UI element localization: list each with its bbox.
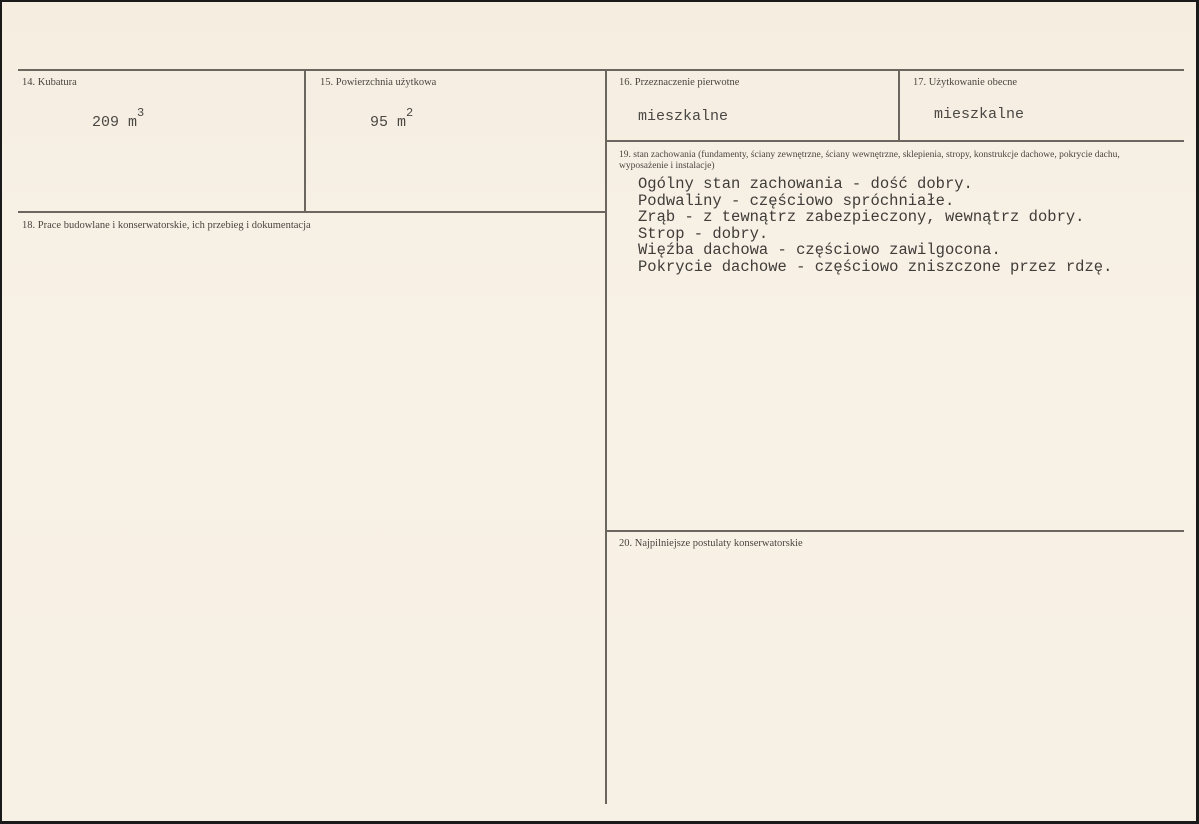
field-14-label: 14. Kubatura <box>22 77 77 88</box>
condition-line: Więźba dachowa - częściowo zawilgocona. <box>638 241 1001 259</box>
scan-edge-left <box>0 0 2 824</box>
field-17-label: 17. Użytkowanie obecne <box>913 77 1018 88</box>
field-15-value <box>370 106 414 131</box>
field-19-lines <box>638 176 1112 275</box>
scan-edge-top <box>0 0 1199 2</box>
field-16-label: 16. Przeznaczenie pierwotne <box>619 77 740 88</box>
divider-14-15 <box>304 71 306 212</box>
field-20-label: 20. Najpilniejsze postulaty konserwatorskie <box>619 538 803 549</box>
rule-under-16-17 <box>606 140 1184 142</box>
field-14-number: 209 m <box>92 114 138 131</box>
field-15-number: 95 m <box>370 114 407 131</box>
field-18-label: 18. Prace budowlane i konserwatorskie, ich przebieg i dokumentacja <box>22 220 311 231</box>
divider-16-17 <box>898 71 900 141</box>
field-19-label: 19. stan zachowania (fundamenty, ściany zewnętrzne, ściany wewnętrzne, sklepienia, stropy, konstrukcje dachowe, pokrycie dachu, wyposażenie i instalacje) <box>619 150 1120 171</box>
rule-under-14-15 <box>18 211 606 213</box>
field-17-value: mieszkalne <box>934 106 1025 123</box>
top-rule <box>18 69 1184 71</box>
rule-under-19 <box>606 530 1184 532</box>
condition-line: Podwaliny - częściowo spróchniałe. <box>638 191 955 210</box>
condition-line: Ogólny stan zachowania - dość dobry. <box>638 175 973 193</box>
field-15-exponent: 2 <box>406 106 414 120</box>
field-14-exponent: 3 <box>137 106 145 120</box>
field-16-value: mieszkalne <box>638 108 729 125</box>
condition-line: Pokrycie dachowe - częściowo zniszczone przez rdzę. <box>638 257 1113 276</box>
field-15-label: 15. Powierzchnia użytkowa <box>320 77 437 88</box>
field-14-value <box>92 106 145 131</box>
condition-line: Strop - dobry. <box>638 224 769 243</box>
divider-main <box>605 71 607 804</box>
condition-line: Zrąb - z tewnątrz zabezpieczony, wewnątrz dobry. <box>638 208 1085 226</box>
